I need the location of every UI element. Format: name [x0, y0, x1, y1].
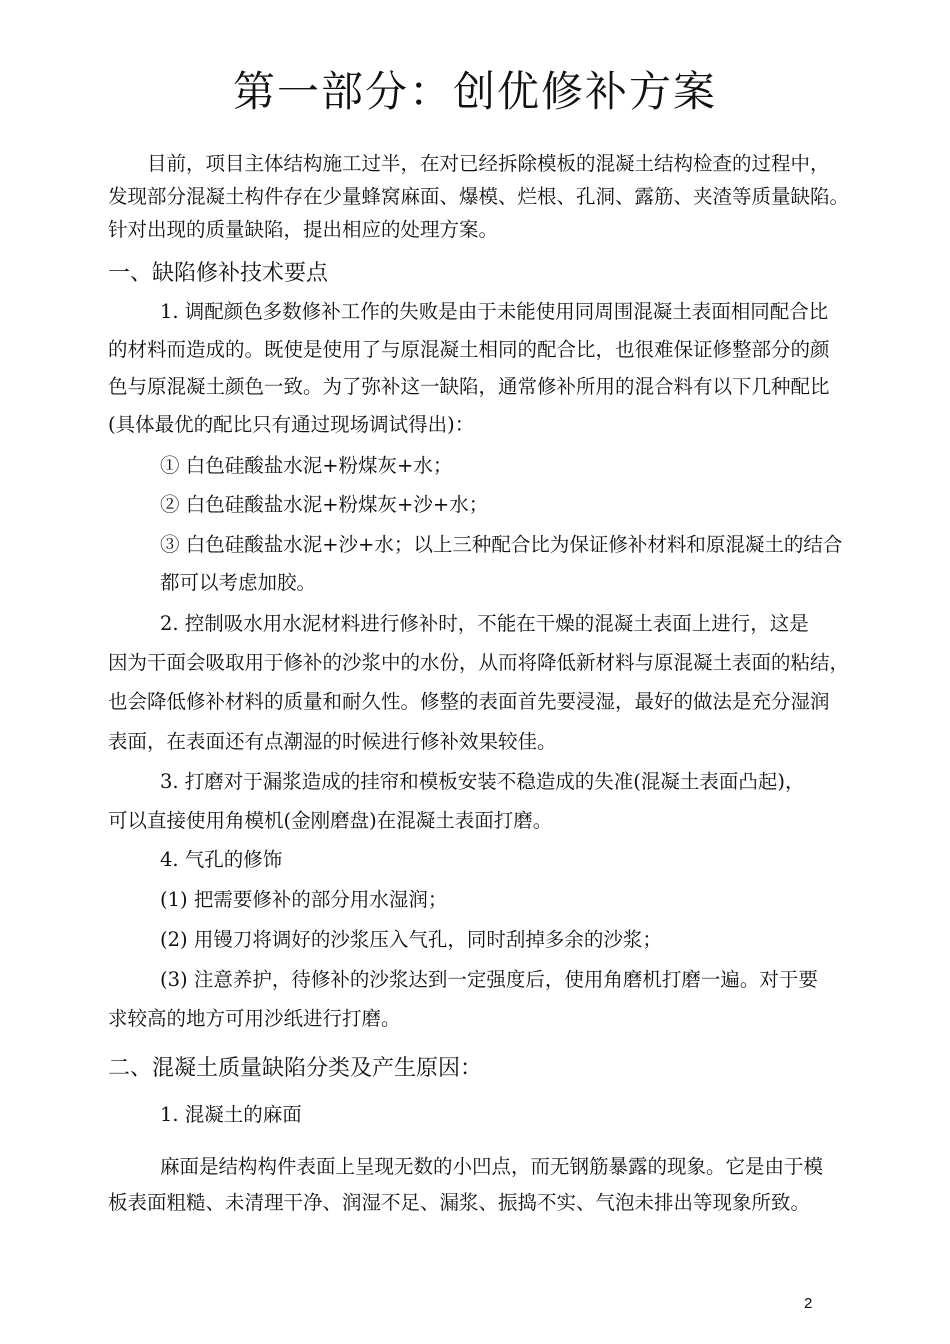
paragraph-line: 3. 打磨对于漏浆造成的挂帘和模板安装不稳造成的失准(混凝土表面凸起)， — [160, 770, 805, 793]
paragraph-line: 表面，在表面还有点潮湿的时候进行修补效果较佳。 — [108, 730, 557, 753]
intro-line: 目前，项目主体结构施工过半，在对已经拆除模板的混凝土结构检查的过程中， — [147, 152, 830, 175]
list-item: ① 白色硅酸盐水泥+粉煤灰+水； — [160, 454, 453, 477]
paragraph-line: 的材料而造成的。既使是使用了与原混凝土相同的配合比，也很难保证修整部分的颜 — [108, 338, 830, 361]
paragraph-line: 麻面是结构构件表面上呈现无数的小凹点，而无钢筋暴露的现象。它是由于模 — [160, 1155, 824, 1178]
paragraph-line: 1. 调配颜色多数修补工作的失败是由于未能使用同周围混凝土表面相同配合比 — [160, 300, 829, 323]
list-item: (1) 把需要修补的部分用水湿润； — [160, 888, 448, 911]
list-item: ② 白色硅酸盐水泥+粉煤灰+沙+水； — [160, 493, 489, 516]
list-item: 求较高的地方可用沙纸进行打磨。 — [108, 1007, 401, 1030]
paragraph-line: 4. 气孔的修饰 — [160, 848, 283, 871]
paragraph-line: (具体最优的配比只有通过现场调试得出)： — [108, 413, 475, 436]
paragraph-line: 2. 控制吸水用水泥材料进行修补时，不能在干燥的混凝土表面上进行，这是 — [160, 612, 809, 635]
paragraph-line: 色与原混凝土颜色一致。为了弥补这一缺陷，通常修补所用的混合料有以下几种配比 — [108, 375, 830, 398]
intro-line: 发现部分混凝土构件存在少量蜂窝麻面、爆模、烂根、孔洞、露筋、夹渣等质量缺陷。 — [108, 185, 850, 208]
list-item: (2) 用镘刀将调好的沙浆压入气孔，同时刮掉多余的沙浆； — [160, 928, 662, 951]
list-item: (3) 注意养护，待修补的沙浆达到一定强度后，使用角磨机打磨一遍。对于要 — [160, 968, 818, 991]
page-title: 第一部分：创优修补方案 — [232, 67, 717, 116]
section-heading: 二、混凝土质量缺陷分类及产生原因： — [108, 1056, 483, 1081]
list-item: ③ 白色硅酸盐水泥+沙+水；以上三种配合比为保证修补材料和原混凝土的结合 — [160, 533, 843, 556]
paragraph-line: 可以直接使用角模机(金刚磨盘)在混凝土表面打磨。 — [108, 809, 553, 832]
paragraph-line: 因为干面会吸取用于修补的沙浆中的水份，从而将降低新材料与原混凝土表面的粘结， — [108, 651, 850, 674]
subsection-title: 1. 混凝土的麻面 — [160, 1103, 302, 1126]
paragraph-line: 板表面粗糙、未清理干净、润湿不足、漏浆、振捣不实、气泡未排出等现象所致。 — [108, 1191, 811, 1214]
page-number: 2 — [804, 1295, 813, 1312]
paragraph-line: 也会降低修补材料的质量和耐久性。修整的表面首先要浸湿，最好的做法是充分湿润 — [108, 690, 830, 713]
list-item: 都可以考虑加胶。 — [160, 571, 317, 594]
intro-line: 针对出现的质量缺陷，提出相应的处理方案。 — [108, 218, 499, 241]
section-heading: 一、缺陷修补技术要点 — [108, 261, 329, 286]
